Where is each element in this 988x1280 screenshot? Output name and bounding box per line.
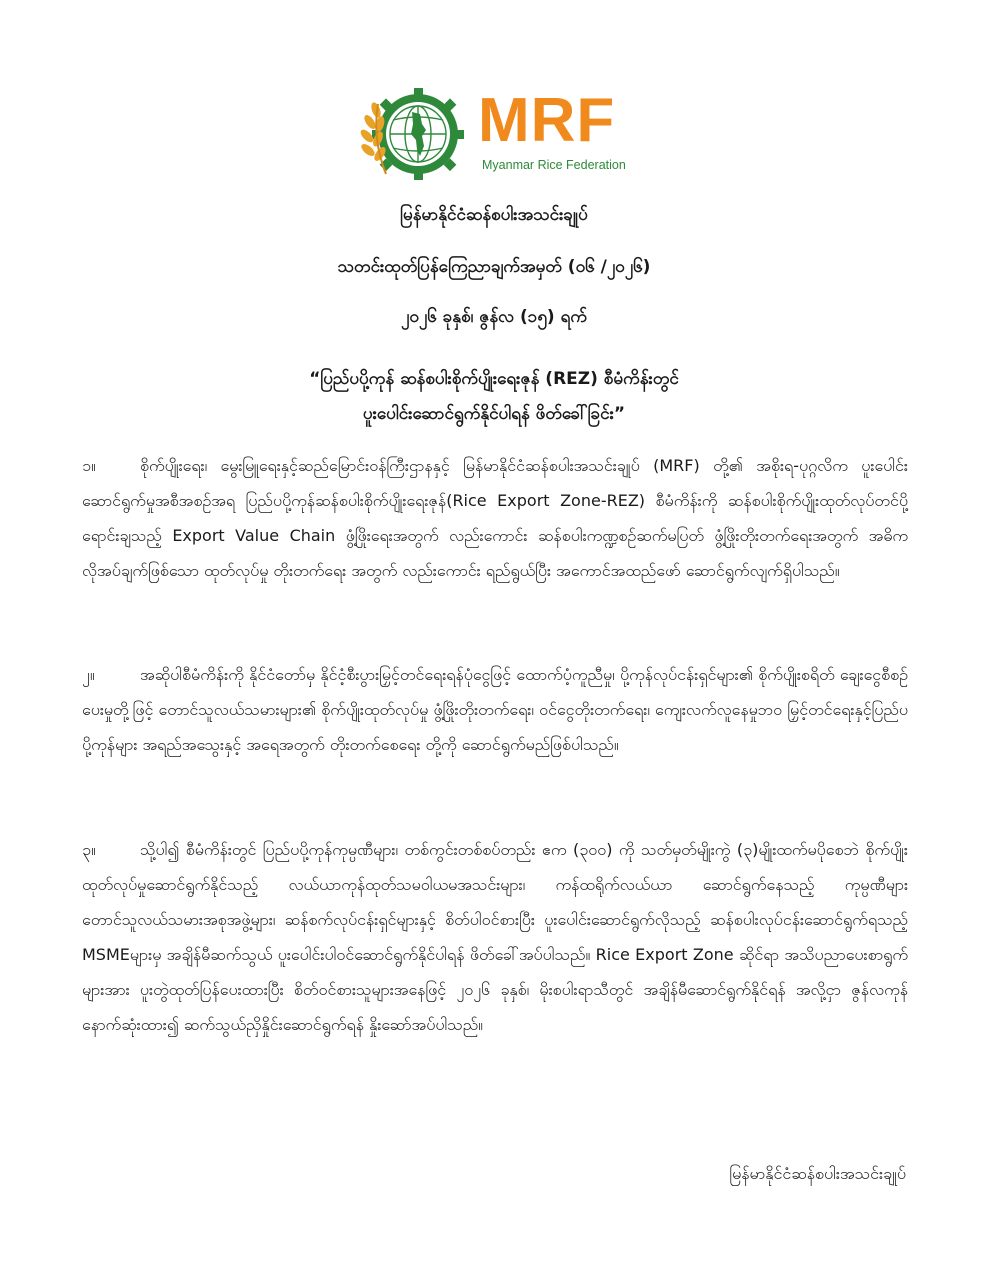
logo-subtitle: Myanmar Rice Federation bbox=[482, 158, 626, 172]
paragraph-text: အဆိုပါစီမံကိန်းကို နိုင်ငံတော်မှ နိုင်ငံ့စီးပွားမြှင့်တင်ရေးရန်ပုံငွေဖြင့် ထောက်ပံ့ကူညီမှု၊ ပို့ကုန်လုပ်ငန်းရှင်များ၏ စိုက်ပျိုးစရိတ် ချေးငွေစီစဉ်ပေးမှုတို့ဖြင့် တောင်သူလယ်သမားများ၏ စိုက်ပျိုးထုတ်လုပ်မှု ဖွံ့ဖြိုးတိုးတက်ရေး၊ ဝင်ငွေတိုးတက်ရေး၊ ကျေးလက်လူနေမှုဘဝ မြှင့်တင်ရေးနှင့်ပြည်ပပို့ကုန်များ အရည်အသွေးနှင့် အရေအတွက် တိုးတက်စေရေး တို့ကို ဆောင်ရွက်မည်ဖြစ်ပါသည်။ bbox=[82, 665, 908, 754]
signature: မြန်မာနိုင်ငံဆန်စပါးအသင်းချုပ် bbox=[729, 1164, 906, 1183]
paragraph-3 bbox=[82, 832, 908, 1042]
organization-name: မြန်မာနိုင်ငံဆန်စပါးအသင်းချုပ် bbox=[400, 205, 588, 225]
globe-rice-gear-icon bbox=[356, 84, 476, 184]
paragraph-1 bbox=[82, 448, 908, 588]
paragraph-2 bbox=[82, 657, 908, 762]
release-date: ၂၀၂၆ ခုနှစ်၊ ဇွန်လ (၁၅) ရက် bbox=[400, 307, 587, 327]
mrf-logo bbox=[356, 84, 644, 184]
paragraph-number: ၂။ bbox=[82, 665, 95, 684]
logo-letters: MRF bbox=[478, 86, 616, 155]
release-title: သတင်းထုတ်ပြန်ကြေညာချက်အမှတ် (၀၆ /၂၀၂၆) bbox=[337, 257, 651, 277]
headline-line-1: “ပြည်ပပို့ကုန် ဆန်စပါးစိုက်ပျိုးရေးဇုန် (REZ) စီမံကိန်းတွင် bbox=[309, 369, 679, 389]
paragraph-number: ၁။ bbox=[82, 456, 96, 475]
headline-line-2: ပူးပေါင်းဆောင်ရွက်နိုင်ပါရန် ဖိတ်ခေါ်ခြင်း” bbox=[362, 404, 626, 424]
paragraph-number: ၃။ bbox=[82, 840, 96, 859]
paragraph-text: စိုက်ပျိုးရေး၊ မွေးမြူရေးနှင့်ဆည်မြောင်းဝန်ကြီးဌာနနှင့် မြန်မာနိုင်ငံဆန်စပါးအသင်းချုပ် (MRF) တို့၏ အစိုးရ-ပုဂ္ဂလိက ပူးပေါင်းဆောင်ရွက်မှုအစီအစဉ်အရ ပြည်ပပို့ကုန်ဆန်စပါးစိုက်ပျိုးရေးဇုန်(Rice Export Zone-REZ) စီမံကိန်းကို ဆန်စပါးစိုက်ပျိုးထုတ်လုပ်တင်ပို့ရောင်းချသည့် Export Value Chain ဖွံ့ဖြိုးရေးအတွက် လည်းကောင်း ဆန်စပါးကဏ္ဍစဉ်ဆက်မပြတ် ဖွံ့ဖြိုးတိုးတက်ရေးအတွက် အဓိကလိုအပ်ချက်ဖြစ်သော ထုတ်လုပ်မှု တိုးတက်ရေး အတွက် လည်းကောင်း ရည်ရွယ်ပြီး အကောင်အထည်ဖော် ဆောင်ရွက်လျက်ရှိပါသည်။ bbox=[82, 456, 908, 580]
paragraph-text: သို့ပါ၍ စီမံကိန်းတွင် ပြည်ပပို့ကုန်ကုမ္ပဏီများ၊ တစ်ကွင်းတစ်စပ်တည်း ဧက (၃၀၀) ကို သတ်မှတ်မျိုးကွဲ (၃)မျိုးထက်မပိုစေဘဲ စိုက်ပျိုးထုတ်လုပ်မှုဆောင်ရွက်နိုင်သည့် လယ်ယာကုန်ထုတ်သမဝါယမအသင်းများ၊ ကန်ထရိုက်လယ်ယာ ဆောင်ရွက်နေသည့် ကုမ္ပဏီများ တောင်သူလယ်သမားအစုအဖွဲ့များ၊ ဆန်စက်လုပ်ငန်းရှင်များနှင့် စိတ်ပါဝင်စားပြီး ပူးပေါင်းဆောင်ရွက်လိုသည့် ဆန်စပါးလုပ်ငန်းဆောင်ရွက်ရသည့် MSMEများမှ အချိန်မီဆက်သွယ် ပူးပေါင်းပါဝင်ဆောင်ရွက်နိုင်ပါရန် ဖိတ်ခေါ်အပ်ပါသည်။ Rice Export Zone ဆိုင်ရာ အသိပညာပေးစာရွက်များအား ပူးတွဲထုတ်ပြန်ပေးထားပြီး စိတ်ဝင်စားသူများအနေဖြင့် ၂၀၂၆ ခုနှစ်၊ မိုးစပါးရာသီတွင် အချိန်မီဆောင်ရွက်နိုင်ရန် အလို့ငှာ ဇွန်လကုန်နောက်ဆုံးထား၍ ဆက်သွယ်ညှိနှိုင်းဆောင်ရွက်ရန် နှိုးဆော်အပ်ပါသည်။ bbox=[82, 840, 908, 1034]
